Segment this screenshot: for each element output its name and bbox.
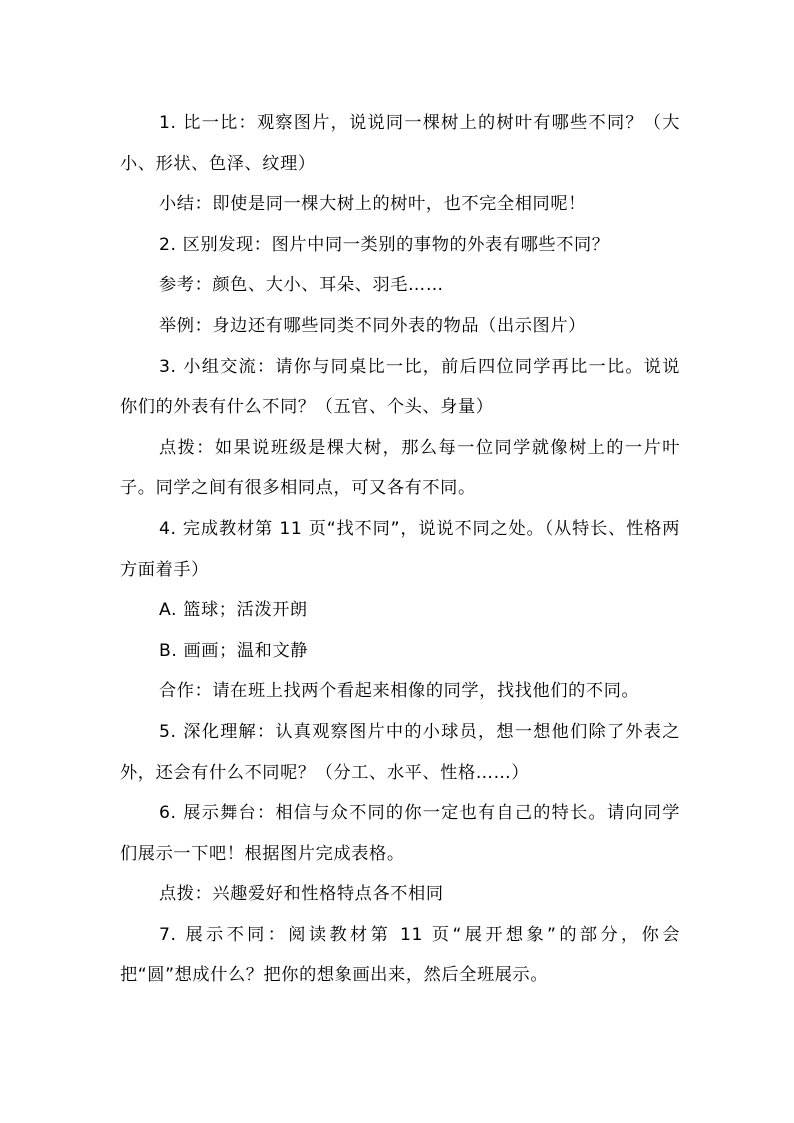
paragraph-option-b: B. 画画；温和文静 (159, 640, 309, 661)
paragraph-option-a: A. 篮球；活泼开朗 (159, 600, 308, 621)
document-body (120, 103, 680, 996)
paragraph-reference: 参考：颜色、大小、耳朵、羽毛…… (159, 275, 444, 296)
paragraph-3-group-discussion: 3. 小组交流：请你与同桌比一比，前后四位同学再比一比。说说你们的外表有什么不同？（五官、个头、身量） (120, 356, 680, 418)
paragraph-4-textbook-task: 4. 完成教材第 11 页“找不同”，说说不同之处。（从特长、性格两方面着手） (120, 518, 680, 580)
paragraph-5-deepen-understanding: 5. 深化理解：认真观察图片中的小球员，想一想他们除了外表之外，还会有什么不同呢？（分工、水平、性格……） (120, 721, 680, 783)
paragraph-guidance-1: 点拨：如果说班级是棵大树，那么每一位同学就像树上的一片叶子。同学之间有很多相同点，可又各有不同。 (120, 437, 680, 499)
paragraph-1-compare-leaves: 1. 比一比：观察图片，说说同一棵树上的树叶有哪些不同？（大小、形状、色泽、纹理） (120, 113, 680, 174)
paragraph-6-show-stage: 6. 展示舞台：相信与众不同的你一定也有自己的特长。请向同学们展示一下吧！根据图片完成表格。 (120, 803, 680, 864)
paragraph-cooperation: 合作：请在班上找两个看起来相像的同学，找找他们的不同。 (159, 681, 640, 702)
paragraph-examples: 举例：身边还有哪些同类不同外表的物品（出示图片） (159, 315, 586, 336)
paragraph-guidance-2: 点拨：兴趣爱好和性格特点各不相同 (159, 884, 444, 905)
paragraph-7-show-differences: 7. 展示不同：阅读教材第 11 页“展开想象”的部分，你会把“圆”想成什么？把你的想象画出来，然后全班展示。 (120, 924, 680, 986)
paragraph-2-differences: 2. 区别发现：图片中同一类别的事物的外表有哪些不同？ (159, 234, 610, 255)
paragraph-summary: 小结：即使是同一棵大树上的树叶，也不完全相同呢！ (159, 194, 586, 215)
